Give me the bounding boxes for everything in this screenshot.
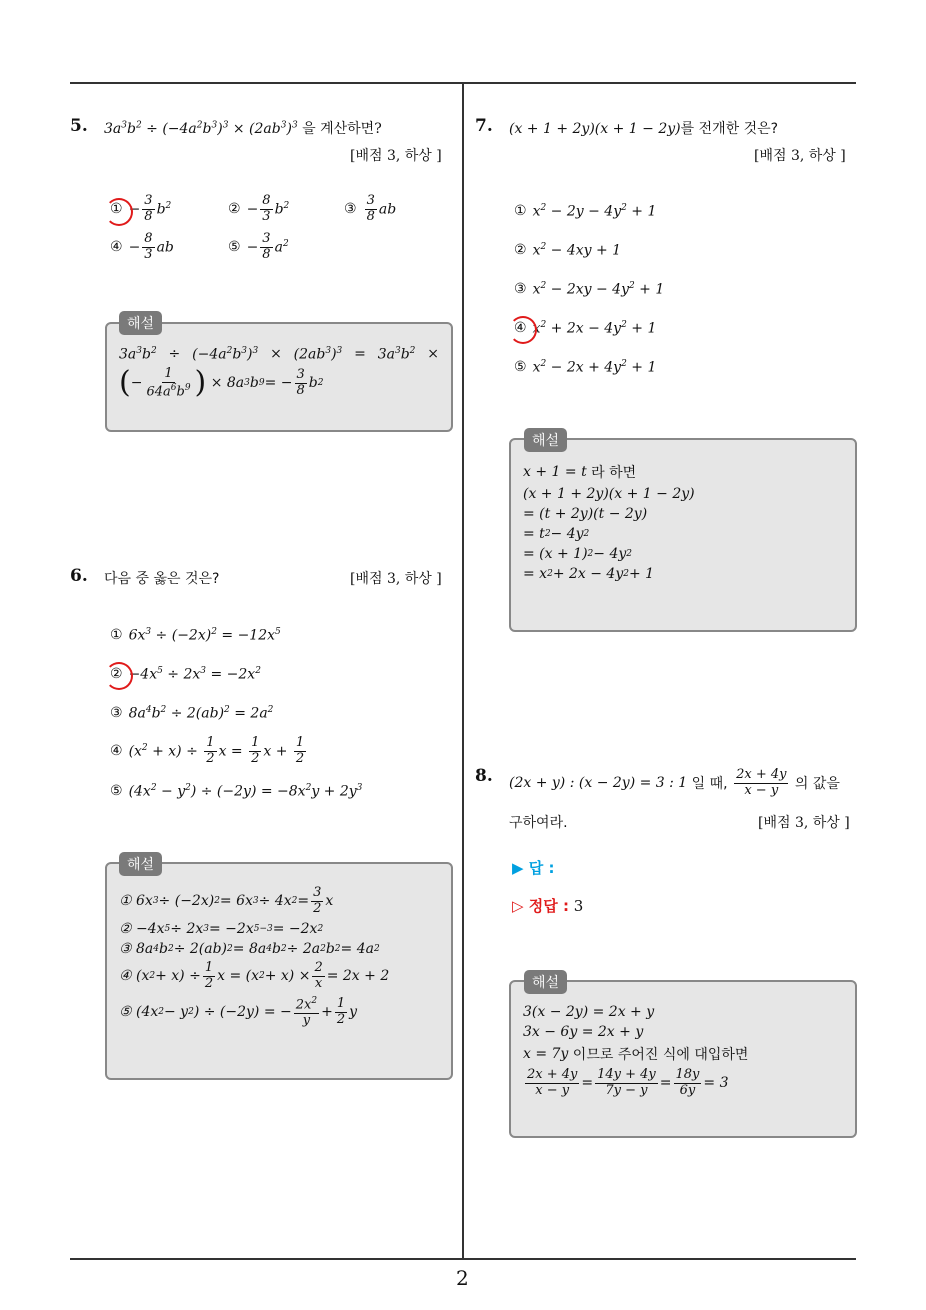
q6-solution-line-4: ④ (x 2 + x) ÷ $\frac{1}{2}$ x = (x 2 + x) × $\frac{2}{x}$ = 2x + 2 <box>119 959 390 991</box>
q5-solution-box <box>105 322 453 432</box>
q7-solution-tag: 해설 <box>524 428 567 452</box>
q5-meta: [배점 3, 하상 ] <box>350 148 442 164</box>
q6-solution-line-1: ① 6x 3 ÷ (−2x) 2 = 6x 3 ÷ 4x 2 = $\frac{3}{2}$ x <box>119 885 334 916</box>
q6-solution-line-2: ② −4x 5 ÷ 2x 3 = −2x 5−3 = −2x 2 <box>119 920 324 937</box>
q5-solution-line-1: $3a^3b^2$ ÷ $(-4a^2b^3)^3$ × $(2ab^3)^3$ = $3a^3b^2$ × <box>119 346 439 363</box>
page-number: 2 <box>456 1266 469 1290</box>
q6-meta: [배점 3, 하상 ] <box>350 571 442 587</box>
q6-number: 6. <box>70 566 88 586</box>
q7-solution-line-5: = (x + 1) 2 − 4y 2 <box>523 546 633 562</box>
q6-option-1[interactable]: ① $6x^3 \div (-2x)^2 = -12x^5$ <box>110 627 281 644</box>
q8-solution-line-4: $\frac{2x + 4y}{x - y}$ = $\frac{14y + 4y}{7y - y}$ = $\frac{18y}{6y}$ = 3 <box>527 1067 729 1098</box>
q6-option-2[interactable]: ② $-4x^5 \div 2x^3 = -2x^2$ <box>110 666 261 683</box>
q7-solution-line-2: (x + 1 + 2y)(x + 1 − 2y) <box>523 486 695 502</box>
q7-option-3[interactable]: ③ $x^2 - 2xy - 4y^2 + 1$ <box>514 281 665 298</box>
q7-number: 7. <box>475 116 493 136</box>
q7-answer-mark <box>509 316 537 344</box>
q8-number: 8. <box>475 766 493 786</box>
q7-solution-box <box>509 438 857 632</box>
q7-option-1[interactable]: ① $x^2 - 2y - 4y^2 + 1$ <box>514 203 657 220</box>
q5-option-2[interactable]: ② − $\frac{8}{3}$ $b^2$ <box>228 193 290 224</box>
q8-answer-label: ▶ 답 : <box>512 859 555 877</box>
q6-solution-box <box>105 862 453 1080</box>
q6-answer-mark <box>105 662 133 690</box>
q8-correct: ▷ 정답 : 3 <box>512 897 584 915</box>
q6-solution-line-5: ⑤ (4x 2 − y 2 ) ÷ (−2y) = − $\frac{2x^2}{y}$ + $\frac{1}{2}$ y <box>119 995 358 1029</box>
q6-option-3[interactable]: ③ $8a^4b^2 \div 2(ab)^2 = 2a^2$ <box>110 705 274 722</box>
q7-solution-line-4: = t 2 − 4y 2 <box>523 526 590 542</box>
q6-option-5[interactable]: ⑤ $(4x^2 - y^2) \div (-2y) = -8x^2y + 2y^3$ <box>110 783 363 800</box>
column-divider <box>462 84 464 1260</box>
q7-solution-line-3: = (t + 2y)(t − 2y) <box>523 506 648 522</box>
q8-solution-tag: 해설 <box>524 970 567 994</box>
q5-text: $3a^3b^2 \div (-4a^2b^3)^3 \times (2ab^3)^3$ 을 계산하면? <box>104 120 382 137</box>
q5-number: 5. <box>70 116 88 136</box>
q8-solution-line-2: 3x − 6y = 2x + y <box>523 1024 644 1040</box>
q7-option-5[interactable]: ⑤ $x^2 - 2x + 4y^2 + 1$ <box>514 359 657 376</box>
bottom-rule <box>70 1258 856 1260</box>
q5-solution-tag: 해설 <box>119 311 162 335</box>
q8-solution-line-3: x = 7y 이므로 주어진 식에 대입하면 <box>523 1046 749 1063</box>
q5-option-3[interactable]: ③ $\frac{3}{8}$ ab <box>344 193 397 224</box>
q8-text: (2x + y) : (x − 2y) = 3 : 1 일 때, $\frac{2x + 4y}{x - y}$ 의 값을 <box>509 767 840 798</box>
q6-option-4[interactable]: ④ $(x^2 + x)$ ÷ $\frac{1}{2}$ x = $\frac{1}{2}$ x + $\frac{1}{2}$ <box>110 735 305 766</box>
q6-text: 다음 중 옳은 것은? <box>104 571 220 587</box>
q8-solution-box <box>509 980 857 1138</box>
q5-option-4[interactable]: ④ − $\frac{8}{3}$ ab <box>110 231 174 262</box>
q7-text: (x + 1 + 2y)(x + 1 − 2y)를 전개한 것은? <box>509 121 779 137</box>
q5-answer-mark <box>105 198 133 226</box>
q7-option-2[interactable]: ② $x^2 - 4xy + 1$ <box>514 242 622 259</box>
q7-solution-line-6: = x 2 + 2x − 4y 2 + 1 <box>523 566 655 582</box>
q8-meta: [배점 3, 하상 ] <box>758 815 850 831</box>
q6-solution-line-3: ③ 8a 4 b 2 ÷ 2(ab) 2 = 8a 4 b 2 ÷ 2a 2 b 2 = 4a 2 <box>119 940 380 957</box>
q5-option-1[interactable]: ① − $\frac{3}{8}$ $b^2$ <box>110 193 172 224</box>
q5-option-5[interactable]: ⑤ − $\frac{3}{8}$ $a^2$ <box>228 231 289 262</box>
q8-solution-line-1: 3(x − 2y) = 2x + y <box>523 1004 655 1020</box>
q8-text-line-2: 구하여라. <box>509 815 568 831</box>
q5-solution-line-2: ( − $\frac{1}{64a^6b^9}$ ) × 8a 3 b 9 = − $\frac{3}{8}$ b 2 <box>119 365 324 401</box>
q7-meta: [배점 3, 하상 ] <box>754 148 846 164</box>
q7-solution-line-1: x + 1 = t 라 하면 <box>523 464 637 481</box>
q7-option-4[interactable]: ④ $x^2 + 2x - 4y^2 + 1$ <box>514 320 657 337</box>
q6-solution-tag: 해설 <box>119 852 162 876</box>
